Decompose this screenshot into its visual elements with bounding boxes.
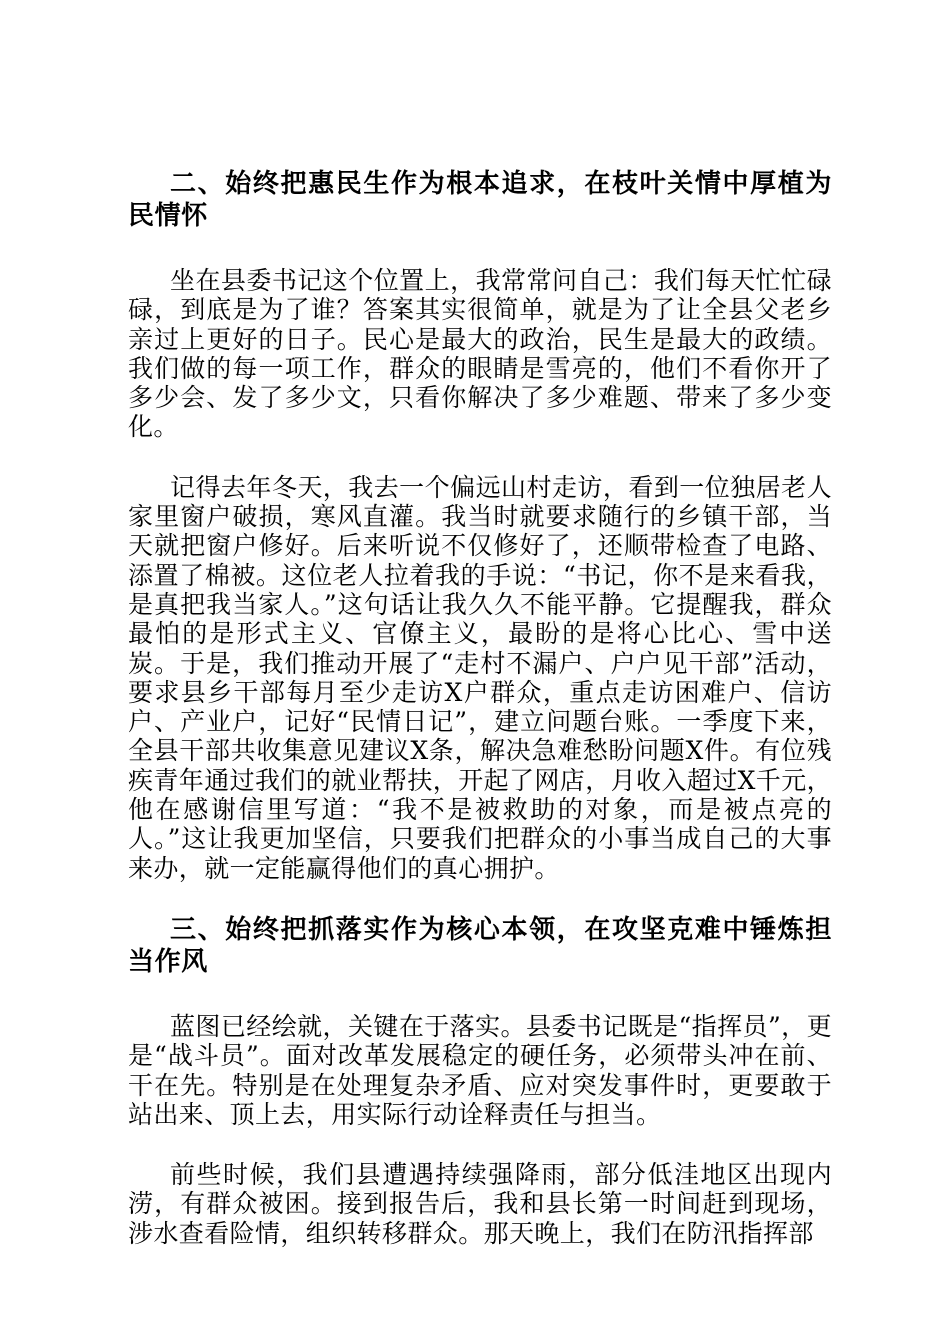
- section-two: [128, 168, 832, 883]
- paragraph: 记得去年冬天，我去一个偏远山村走访，看到一位独居老人家里窗户破损，寒风直灌。我当时就要求随行的乡镇干部，当天就把窗户修好。后来听说不仅修好了，还顺带检查了电路、添置了棉被。这位老人拉着我的手说：“书记，你不是来看我，是真把我当家人。”这句话让我久久不能平静。它提醒我，群众最怕的是形式主义、官僚主义，最盼的是将心比心、雪中送炭。于是，我们推动开展了“走村不漏户、户户见干部”活动，要求县乡干部每月至少走访X户群众，重点走访困难户、信访户、产业户，记好“民情日记”，建立问题台账。一季度下来，全县干部共收集意见建议X条，解决急难愁盼问题X件。有位残疾青年通过我们的就业帮扶，开起了网店，月收入超过X千元，他在感谢信里写道：“我不是被救助的对象，而是被点亮的人。”这让我更加坚信，只要我们把群众的小事当成自己的大事来办，就一定能赢得他们的真心拥护。: [128, 472, 833, 883]
- paragraph: 前些时候，我们县遭遇持续强降雨，部分低洼地区出现内涝，有群众被困。接到报告后，我和县长第一时间赶到现场，涉水查看险情，组织转移群众。那天晚上，我们在防汛指挥部: [128, 1160, 832, 1248]
- paragraph: 坐在县委书记这个位置上，我常常问自己：我们每天忙忙碌碌，到底是为了谁？答案其实很简单，就是为了让全县父老乡亲过上更好的日子。民心是最大的政治，民生是最大的政绩。我们做的每一项工作，群众的眼睛是雪亮的，他们不看你开了多少会、发了多少文，只看你解决了多少难题、带来了多少变化。: [128, 266, 832, 442]
- section-heading: 三、始终把抓落实作为核心本领，在攻坚克难中锤炼担当作风: [128, 914, 832, 977]
- document-page: [128, 168, 832, 1279]
- section-three: [128, 914, 832, 1248]
- paragraph: 蓝图已经绘就，关键在于落实。县委书记既是“指挥员”，更是“战斗员”。面对改革发展稳定的硬任务，必须带头冲在前、干在先。特别是在处理复杂矛盾、应对突发事件时，更要敢于站出来、顶上去，用实际行动诠释责任与担当。: [128, 1011, 832, 1129]
- section-heading: 二、始终把惠民生作为根本追求，在枝叶关情中厚植为民情怀: [128, 169, 832, 231]
